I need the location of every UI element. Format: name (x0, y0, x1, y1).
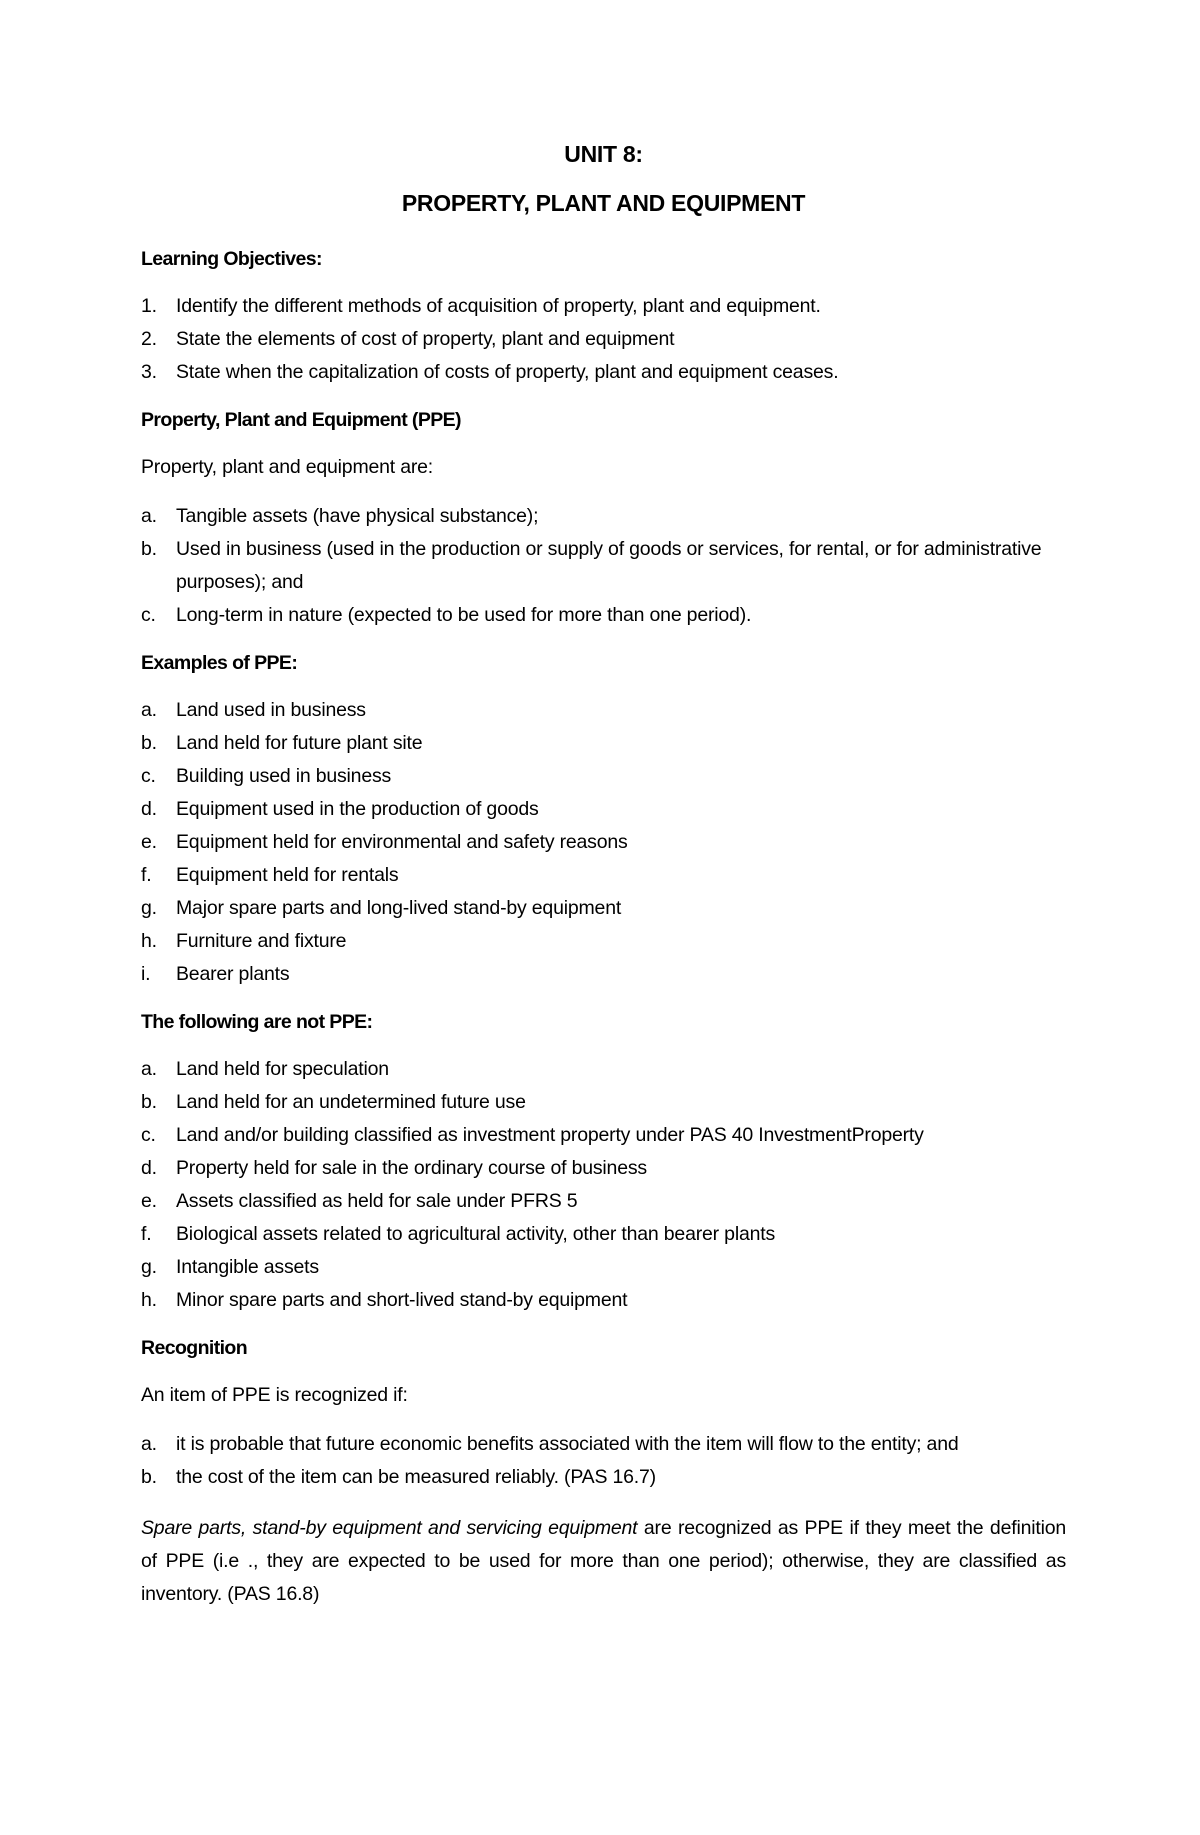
not-ppe-heading: The following are not PPE: (141, 1011, 373, 1033)
list-marker: i. (141, 963, 151, 985)
list-marker: f. (141, 864, 152, 886)
list-item-text: Property held for sale in the ordinary course of business (176, 1157, 647, 1179)
list-item-text: Used in business (used in the production or supply of goods or services, for rental, or for administrative purposes); and (176, 538, 1042, 593)
list-item-text: Land and/or building classified as investment property under PAS 40 InvestmentProperty (176, 1124, 924, 1146)
list-item (141, 1218, 1066, 1251)
list-item (141, 290, 1066, 323)
list-marker: h. (141, 1289, 157, 1311)
list-item (141, 356, 1066, 389)
list-item (141, 925, 1066, 958)
list-item-text: Identify the different methods of acquisition of property, plant and equipment. (176, 295, 821, 317)
list-item-text: Intangible assets (176, 1256, 319, 1278)
list-item-text: Furniture and fixture (176, 930, 347, 952)
list-item-text: Building used in business (176, 765, 392, 787)
list-item (141, 1284, 1066, 1317)
list-item-text: Minor spare parts and short-lived stand-by equipment (176, 1289, 628, 1311)
spare-parts-italic-text: Spare parts, stand-by equipment and servicing equipment (141, 1517, 638, 1539)
list-item-text: it is probable that future economic benefits associated with the item will flow to the entity; and (176, 1433, 959, 1455)
list-item (141, 727, 1066, 760)
list-item (141, 694, 1066, 727)
list-marker: d. (141, 798, 157, 820)
ppe-intro: Property, plant and equipment are: (141, 456, 434, 478)
list-marker: a. (141, 505, 157, 527)
list-marker: b. (141, 1091, 157, 1113)
unit-title: UNIT 8: (564, 141, 643, 167)
list-marker: c. (141, 1124, 156, 1146)
list-item-text: Tangible assets (have physical substance); (176, 505, 539, 527)
list-item (141, 1152, 1066, 1185)
list-item-text: Land held for future plant site (176, 732, 423, 754)
list-marker: b. (141, 538, 157, 560)
list-marker: e. (141, 831, 157, 853)
ppe-definition-list (141, 500, 1066, 632)
list-marker: f. (141, 1223, 152, 1245)
examples-heading: Examples of PPE: (141, 652, 298, 674)
list-marker: a. (141, 1433, 157, 1455)
list-marker: c. (141, 765, 156, 787)
list-item-text: Major spare parts and long-lived stand-by equipment (176, 897, 622, 919)
list-item-text: Biological assets related to agricultural activity, other than bearer plants (176, 1223, 776, 1245)
list-item (141, 533, 1066, 599)
recognition-heading: Recognition (141, 1337, 248, 1359)
recognition-intro: An item of PPE is recognized if: (141, 1384, 408, 1406)
list-item (141, 859, 1066, 892)
list-marker: c. (141, 604, 156, 626)
list-item (141, 760, 1066, 793)
list-item-text: Equipment held for rentals (176, 864, 399, 886)
not-ppe-list (141, 1053, 1066, 1317)
list-marker: a. (141, 1058, 157, 1080)
unit-subtitle: PROPERTY, PLANT AND EQUIPMENT (401, 190, 806, 216)
list-item-text: Equipment held for environmental and safety reasons (176, 831, 628, 853)
list-item (141, 826, 1066, 859)
list-marker: b. (141, 732, 157, 754)
list-marker: 2. (141, 328, 157, 350)
document-content (141, 140, 1066, 1627)
list-marker: e. (141, 1190, 157, 1212)
list-item-text: State the elements of cost of property, plant and equipment (176, 328, 675, 350)
list-item (141, 323, 1066, 356)
spare-parts-paragraph (141, 1512, 1066, 1611)
list-item (141, 1428, 1066, 1461)
list-item (141, 793, 1066, 826)
list-item-text: Land held for an undetermined future use (176, 1091, 526, 1113)
list-item (141, 1119, 1066, 1152)
list-marker: 1. (141, 295, 157, 317)
list-item-text: Land held for speculation (176, 1058, 389, 1080)
list-marker: h. (141, 930, 157, 952)
list-item-text: Long-term in nature (expected to be used for more than one period). (176, 604, 752, 626)
list-item-text: Equipment used in the production of goods (176, 798, 539, 820)
list-item-text: Assets classified as held for sale under PFRS 5 (176, 1190, 578, 1212)
list-item (141, 599, 1066, 632)
list-item-text: Bearer plants (176, 963, 290, 985)
list-item (141, 1185, 1066, 1218)
list-item-text: State when the capitalization of costs of property, plant and equipment ceases. (176, 361, 839, 383)
list-marker: 3. (141, 361, 157, 383)
learning-objectives-heading: Learning Objectives: (141, 248, 322, 270)
list-item (141, 1086, 1066, 1119)
list-item (141, 1053, 1066, 1086)
list-item (141, 500, 1066, 533)
list-item (141, 1461, 1066, 1494)
list-item-text: the cost of the item can be measured reliably. (PAS 16.7) (176, 1466, 656, 1488)
list-item (141, 892, 1066, 925)
list-marker: g. (141, 1256, 157, 1278)
recognition-list (141, 1428, 1066, 1494)
list-marker: a. (141, 699, 157, 721)
list-item-text: Land used in business (176, 699, 366, 721)
learning-objectives-list (141, 290, 1066, 389)
examples-list (141, 694, 1066, 991)
list-item (141, 958, 1066, 991)
list-marker: b. (141, 1466, 157, 1488)
list-marker: d. (141, 1157, 157, 1179)
spare-parts-text: are recognized as PPE if they meet the definition of PPE (i.e ., they are expected to be used for more than one period); otherwise, they are classified as inventory. (PAS 16.8) (141, 1517, 1066, 1605)
list-item (141, 1251, 1066, 1284)
ppe-heading: Property, Plant and Equipment (PPE) (141, 409, 461, 431)
list-marker: g. (141, 897, 157, 919)
